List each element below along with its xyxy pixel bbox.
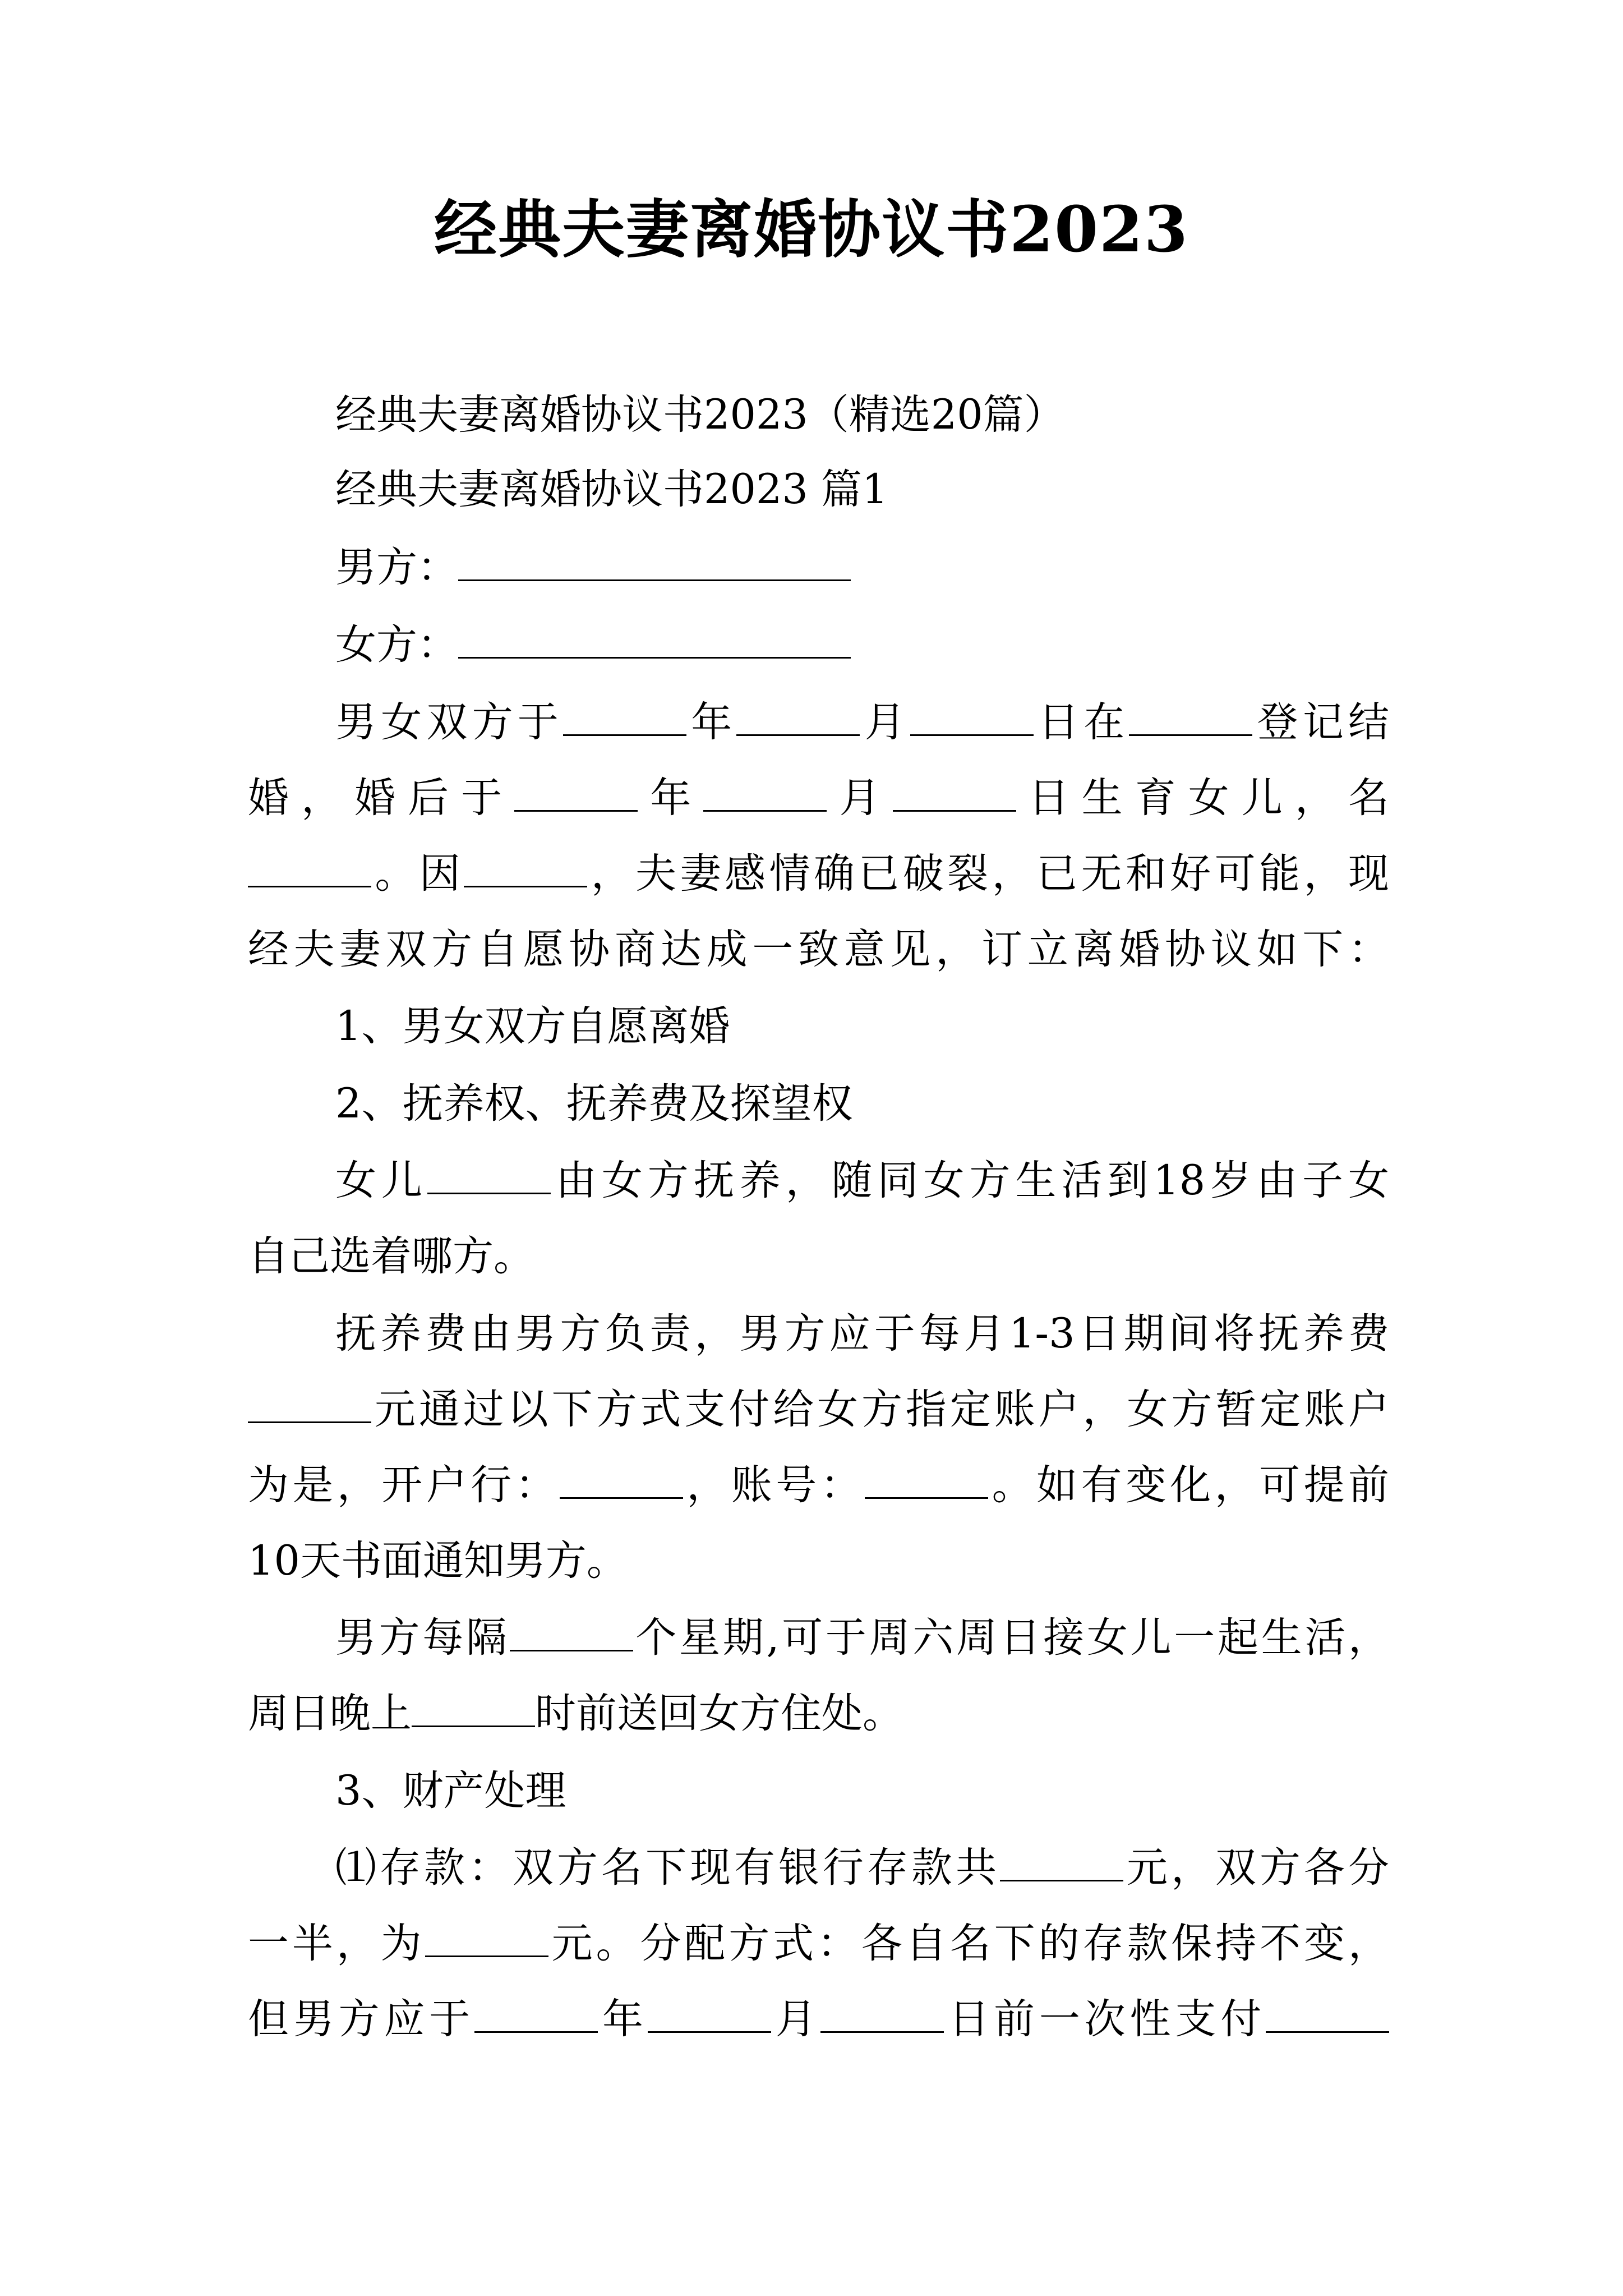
text: ，夫妻感情确已破裂，已无和好可能，现 <box>587 850 1390 898</box>
fill-blank[interactable] <box>514 775 638 812</box>
fill-blank[interactable] <box>893 775 1016 812</box>
paragraph-line <box>248 1991 1389 2047</box>
text: 3、财产处理 <box>335 1767 566 1815</box>
fill-blank[interactable] <box>248 851 371 887</box>
paragraph-line <box>248 770 1389 826</box>
text: 10天书面通知男方。 <box>248 1537 628 1585</box>
text: ，账号： <box>683 1461 865 1509</box>
text: 。因 <box>371 850 464 898</box>
text: 经典夫妻离婚协议书2023 篇1 <box>335 466 888 513</box>
clause-heading <box>335 1076 1389 1132</box>
fill-blank[interactable] <box>820 1996 944 2033</box>
text: 婚，婚后于 <box>248 774 515 822</box>
text: 元。分配方式：各自名下的存款保持不变， <box>548 1920 1390 1967</box>
paragraph-line <box>248 922 1389 978</box>
text: 周日晚上 <box>248 1690 412 1737</box>
paragraph-line <box>248 1457 1389 1513</box>
text: 元通过以下方式支付给女方指定账户，女方暂定账户 <box>371 1386 1389 1433</box>
text: ⑴存款：双方名下现有银行存款共 <box>335 1844 1000 1892</box>
text: 抚养费由男方负责，男方应于每月1-3日期间将抚养费 <box>335 1310 1389 1358</box>
text: 男女双方于 <box>335 698 563 746</box>
section-heading <box>335 462 1389 518</box>
female-party-line <box>335 617 1389 673</box>
paragraph-line <box>248 1228 1389 1285</box>
text: 经夫妻双方自愿协商达成一致意见，订立离婚协议如下： <box>248 926 1389 973</box>
paragraph-line <box>335 1306 1389 1362</box>
text: 男方每隔 <box>335 1614 510 1662</box>
text: 登记结 <box>1252 698 1390 746</box>
fill-blank[interactable] <box>458 622 851 659</box>
paragraph-line <box>335 1840 1389 1896</box>
document-title: 经典夫妻离婚协议书2023 <box>434 193 1189 266</box>
fill-blank[interactable] <box>910 700 1034 736</box>
text: 女儿 <box>335 1157 427 1204</box>
text: 由女方抚养，随同女方生活到18岁由子女 <box>550 1157 1390 1204</box>
paragraph-line <box>335 1153 1389 1209</box>
label: 女方： <box>335 621 458 669</box>
text: 但男方应于 <box>248 1995 475 2043</box>
paragraph-line <box>248 1916 1389 1972</box>
fill-blank[interactable] <box>1000 1845 1123 1881</box>
fill-blank[interactable] <box>474 1996 598 2033</box>
paragraph-line <box>335 694 1389 751</box>
text: 个星期,可于周六周日接女儿一起生活， <box>633 1614 1389 1662</box>
text: 为是，开户行： <box>248 1461 560 1509</box>
text: 年 <box>598 1995 648 2043</box>
fill-blank[interactable] <box>648 1996 771 2033</box>
fill-blank[interactable] <box>865 1462 988 1499</box>
fill-blank[interactable] <box>1266 1996 1389 2033</box>
text: 月 <box>827 774 893 822</box>
text: 。如有变化，可提前 <box>988 1461 1390 1509</box>
fill-blank[interactable] <box>1129 700 1252 736</box>
fill-blank[interactable] <box>560 1462 683 1499</box>
text: 1、男女双方自愿离婚 <box>335 1002 730 1050</box>
paragraph-line <box>248 1533 1389 1589</box>
text: 日在 <box>1033 698 1129 746</box>
paragraph-line <box>335 1610 1389 1666</box>
subtitle-line <box>335 387 1389 443</box>
fill-blank[interactable] <box>464 851 587 887</box>
fill-blank[interactable] <box>427 1158 551 1194</box>
fill-blank[interactable] <box>510 1615 633 1651</box>
text: 日前一次性支付 <box>944 1995 1266 2043</box>
fill-blank[interactable] <box>736 700 860 736</box>
paragraph-line <box>248 846 1389 902</box>
clause-heading <box>335 999 1389 1055</box>
text: 经典夫妻离婚协议书2023（精选20篇） <box>335 391 1065 439</box>
text: 日生育女儿，名 <box>1016 774 1389 822</box>
text: 元，双方各分 <box>1123 1844 1389 1892</box>
text: 年 <box>638 774 704 822</box>
male-party-line <box>335 540 1389 596</box>
clause-heading <box>335 1763 1389 1819</box>
fill-blank[interactable] <box>703 775 827 812</box>
paragraph-line <box>248 1686 1389 1742</box>
text: 自己选着哪方。 <box>248 1232 534 1280</box>
fill-blank[interactable] <box>425 1921 548 1957</box>
paragraph-line <box>248 1382 1389 1438</box>
text: 月 <box>771 1995 821 2043</box>
label: 男方： <box>335 544 458 591</box>
text: 月 <box>860 698 910 746</box>
fill-blank[interactable] <box>248 1387 371 1423</box>
text: 时前送回女方住处。 <box>535 1690 903 1737</box>
fill-blank[interactable] <box>458 545 851 581</box>
fill-blank[interactable] <box>412 1691 535 1727</box>
text: 年 <box>686 698 737 746</box>
text: 一半，为 <box>248 1920 425 1967</box>
text: 2、抚养权、抚养费及探望权 <box>335 1080 853 1128</box>
fill-blank[interactable] <box>563 700 686 736</box>
